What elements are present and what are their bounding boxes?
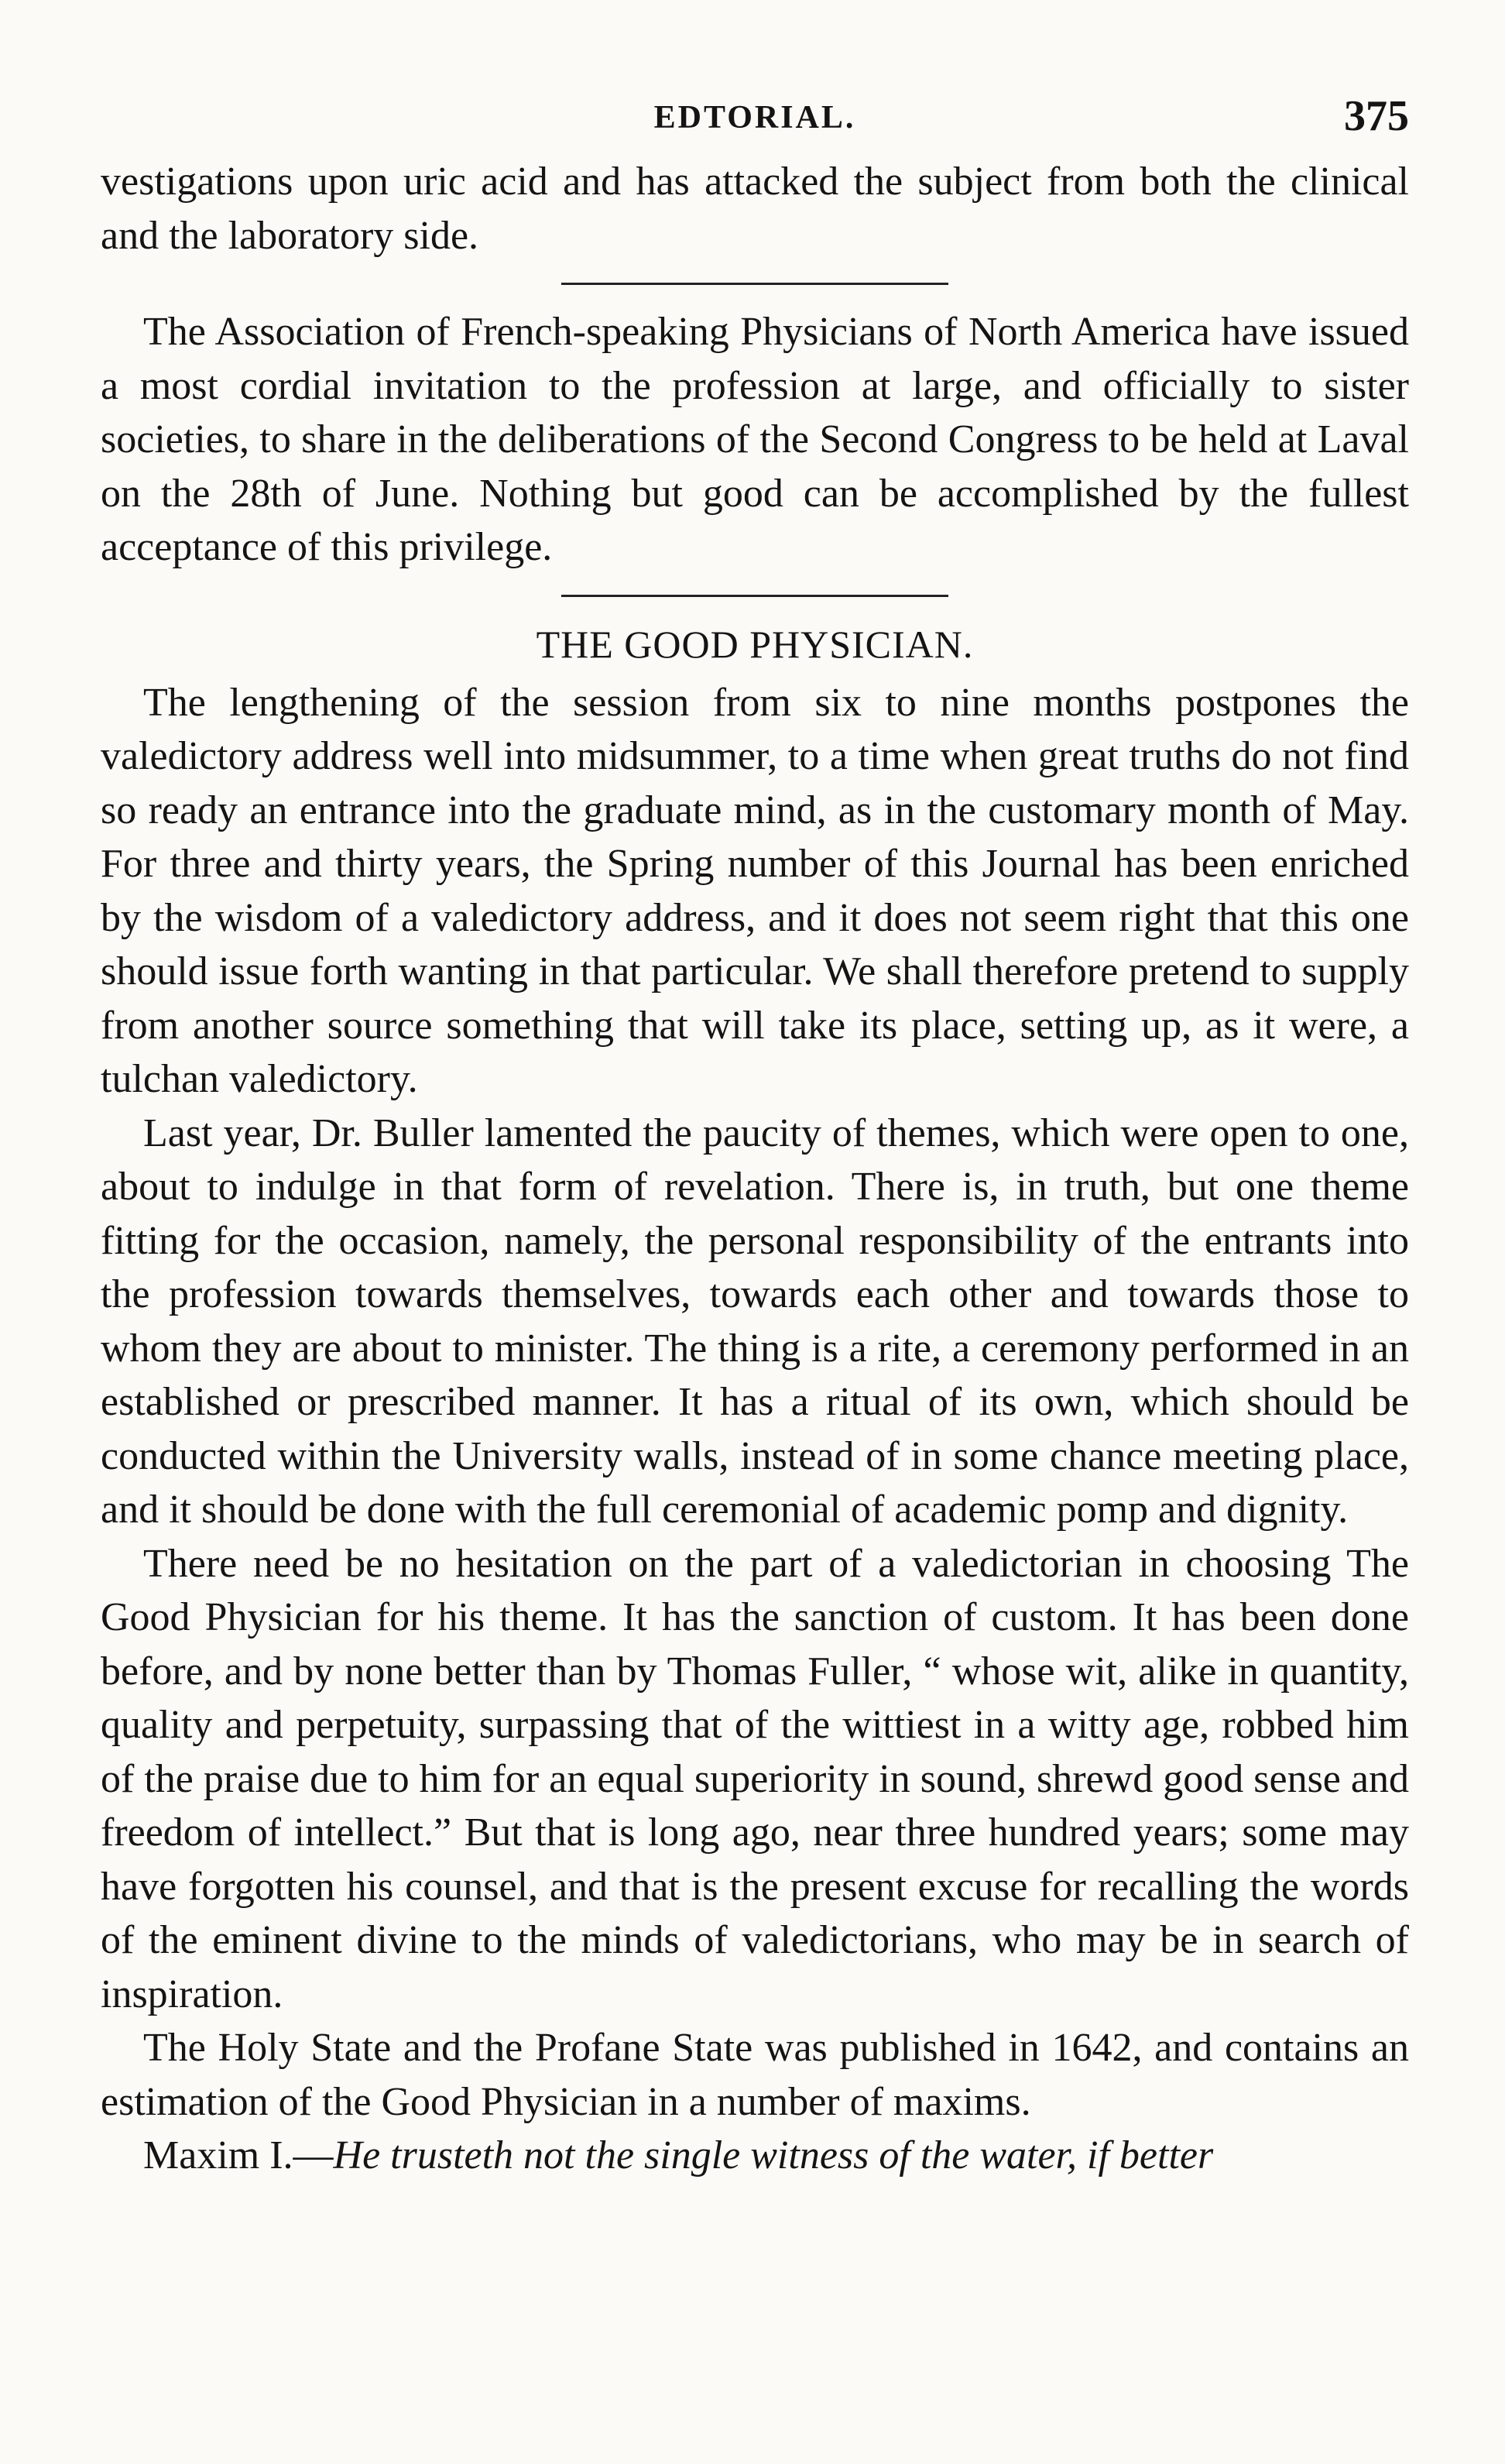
section-divider bbox=[561, 595, 948, 597]
running-title: EDTORIAL. bbox=[653, 100, 856, 136]
paragraph-congress-announcement: The Association of French-speaking Physicians of North America have issued a most cordial invitation to the profession at large, and officially to sister societies, to share in the deliberations of the Second Congress to be held at Laval on the 28th of June. Nothing but good can be accomplished by the fullest acceptance of this privilege. bbox=[101, 310, 1409, 569]
paragraph-themes: Last year, Dr. Buller lamented the paucity of themes, which were open to one, about to indulge in that form of revelation. There is, in truth, but one theme fitting for the occasion, namely, the personal responsibility of the entrants into the profession towards themselves, towards each other and towards those to whom they are about to minister. The thing is a rite, a ceremony performed in an established or prescribed manner. It has a ritual of its own, which should be conducted within the University walls, instead of in some chance meeting place, and it should be done with the full ceremonial of academic pomp and dignity. bbox=[101, 1110, 1409, 1532]
paragraph-holy-state: The Holy State and the Profane State was published in 1642, and contains an estimation of the Good Physician in a number of maxims. bbox=[101, 2026, 1409, 2124]
paragraph-good-physician: There need be no hesitation on the part of a valedictorian in choosing The Good Physician for his theme. It has the sanction of custom. It has been done before, and by none better than by Thomas Fuller, “ whose wit, alike in quantity, quality and perpetuity, surpassing that of the wittiest in a witty age, robbed him of the praise due to him for an equal superiority in sound, shrewd good sense and freedom of intellect.” But that is long ago, near three hundred years; some may have forgotten his counsel, and that is the present excuse for recalling the words of the eminent divine to the minds of valedictorians, who may be in search of inspiration. bbox=[101, 1541, 1409, 2016]
section-heading: THE GOOD PHYSICIAN. bbox=[536, 622, 974, 666]
maxim-label: Maxim I.— bbox=[143, 2133, 334, 2177]
paragraph-valedictory: The lengthening of the session from six to nine months postpones the valedictory address well into midsummer, to a time when great truths do not find so ready an entrance into the graduate mind, as in the customary month of May. For three and thirty years, the Spring number of this Journal has been enriched by the wisdom of a valedictory address, and it does not seem right that this one should issue forth wanting in that particular. We shall therefore pretend to supply from another source something that will take its place, setting up, as it were, a tulchan valedictory. bbox=[101, 680, 1409, 1101]
running-head bbox=[101, 85, 1409, 155]
document-page bbox=[101, 85, 1409, 2183]
maxim-text: He trusteth not the single witness of the water, if better bbox=[333, 2133, 1214, 2177]
paragraph-maxim-one bbox=[101, 2129, 1409, 2183]
section-divider bbox=[561, 283, 948, 285]
page-number: 375 bbox=[1344, 92, 1409, 140]
paragraph-continuation: vestigations upon uric acid and has attacked the subject from both the clinical and the laboratory side. bbox=[101, 160, 1409, 258]
